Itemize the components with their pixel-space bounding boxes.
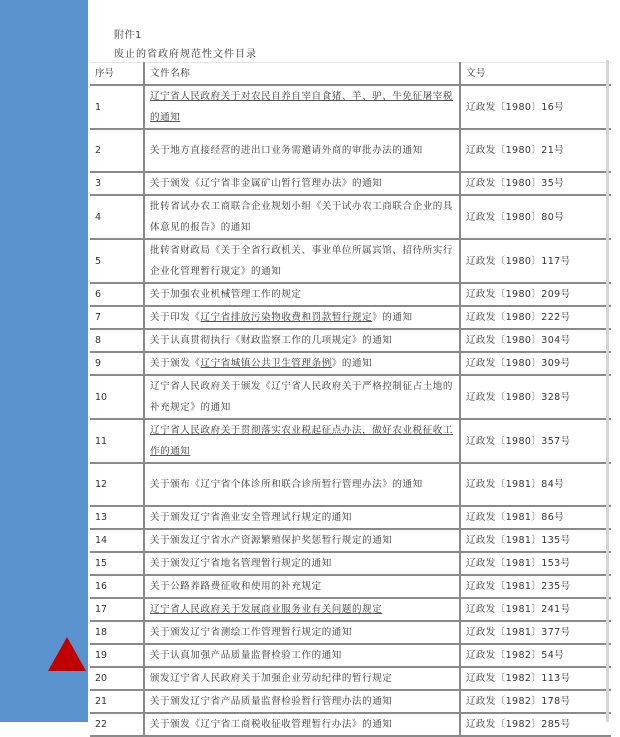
row-document-name (144, 621, 460, 644)
document-page (88, 0, 608, 730)
header-document-name: 文件名称 (144, 63, 460, 86)
row-document-number: 辽政发〔1980〕222号 (460, 306, 611, 329)
red-triangle-icon (48, 637, 86, 671)
row-document-number: 辽政发〔1980〕21号 (460, 129, 611, 172)
document-name-text: 关于颁发辽宁省产品质量监督检验暂行管理办法的通知 (150, 696, 393, 707)
table-row (90, 529, 611, 552)
table-row (90, 690, 611, 713)
document-name-text: 关于认真加强产品质量监督检验工作的通知 (150, 650, 342, 661)
row-serial-number: 19 (90, 644, 144, 667)
row-document-name (144, 195, 460, 239)
table-row (90, 463, 611, 506)
document-name-text: 关于颁发辽宁省测绘工作管理暂行规定的通知 (150, 627, 353, 638)
row-document-name (144, 529, 460, 552)
row-document-number: 辽政发〔1980〕357号 (460, 419, 611, 463)
row-document-number: 辽政发〔1980〕80号 (460, 195, 611, 239)
row-document-name (144, 375, 460, 419)
document-name-text: 颁发辽宁省人民政府关于加强企业劳动纪律的暂行规定 (150, 673, 393, 684)
row-document-number: 辽政发〔1982〕113号 (460, 667, 611, 690)
row-serial-number: 5 (90, 239, 144, 283)
table-row (90, 85, 611, 129)
row-document-number: 辽政发〔1980〕35号 (460, 172, 611, 195)
row-serial-number: 18 (90, 621, 144, 644)
underlined-document-title-link[interactable]: 辽宁省人民政府关于发展商业服务业有关问题的规定 (150, 604, 383, 615)
left-blue-sidebar (0, 0, 88, 722)
row-document-number: 辽政发〔1980〕328号 (460, 375, 611, 419)
page-edge-shadow (606, 60, 609, 722)
row-document-number: 辽政发〔1981〕241号 (460, 598, 611, 621)
document-name-text: 关于颁发《辽宁省工商税收征收管理暂行办法》的通知 (150, 719, 393, 730)
table-row (90, 552, 611, 575)
table-row (90, 506, 611, 529)
row-serial-number: 3 (90, 172, 144, 195)
underlined-document-title-link[interactable]: 辽宁省人民政府关于对农民自养自宰自食猪、羊、驴、牛免征屠宰税的通知 (150, 91, 454, 123)
row-serial-number: 21 (90, 690, 144, 713)
row-document-number: 辽政发〔1981〕235号 (460, 575, 611, 598)
row-serial-number: 4 (90, 195, 144, 239)
row-document-name (144, 667, 460, 690)
row-serial-number: 6 (90, 283, 144, 306)
document-name-text: 》的通知 (331, 358, 373, 369)
row-document-number: 辽政发〔1981〕84号 (460, 463, 611, 506)
document-name-text: 》的通知 (372, 312, 413, 323)
row-document-name (144, 239, 460, 283)
table-body (90, 85, 611, 736)
row-document-number: 辽政发〔1982〕54号 (460, 644, 611, 667)
document-name-text: 关于颁布《辽宁省个体诊所和联合诊所暂行管理办法》的通知 (150, 479, 423, 490)
document-name-text: 批转省试办农工商联合企业规划小组《关于试办农工商联合企业的具体意见的报告》的通知 (150, 201, 454, 233)
row-document-name (144, 690, 460, 713)
row-document-number: 辽政发〔1981〕153号 (460, 552, 611, 575)
document-name-text: 关于地方直接经营的进出口业务需邀请外商的审批办法的通知 (150, 145, 423, 156)
row-serial-number: 11 (90, 419, 144, 463)
table-row (90, 598, 611, 621)
table-row (90, 239, 611, 283)
attachment-label: 附件1 (114, 30, 142, 41)
table-row (90, 129, 611, 172)
row-serial-number: 8 (90, 329, 144, 352)
document-name-text: 关于颁发辽宁省水产资源繁殖保护奖惩暂行规定的通知 (150, 535, 393, 546)
row-serial-number: 1 (90, 85, 144, 129)
document-name-text: 关于公路养路费征收和使用的补充规定 (150, 581, 322, 592)
document-name-text: 关于颁发辽宁省地名管理暂行规定的通知 (150, 558, 332, 569)
underlined-document-title-link[interactable]: 辽宁省排放污染物收费和罚款暂行规定 (200, 312, 373, 323)
row-document-number: 辽政发〔1980〕304号 (460, 329, 611, 352)
document-name-text: 关于颁发《 (150, 358, 201, 369)
row-document-name (144, 713, 460, 736)
row-serial-number: 15 (90, 552, 144, 575)
document-name-text: 关于认真贯彻执行《财政监察工作的几项规定》的通知 (150, 335, 393, 346)
row-serial-number: 20 (90, 667, 144, 690)
row-document-name (144, 644, 460, 667)
row-document-name (144, 129, 460, 172)
table-row (90, 575, 611, 598)
row-document-number: 辽政发〔1982〕285号 (460, 713, 611, 736)
row-document-name (144, 575, 460, 598)
row-serial-number: 2 (90, 129, 144, 172)
table-row (90, 172, 611, 195)
row-document-name (144, 329, 460, 352)
repealed-documents-table (90, 62, 611, 737)
row-document-name (144, 506, 460, 529)
row-document-number: 辽政发〔1980〕309号 (460, 352, 611, 375)
document-name-text: 关于颁发辽宁省渔业安全管理试行规定的通知 (150, 512, 353, 523)
row-serial-number: 16 (90, 575, 144, 598)
table-row (90, 352, 611, 375)
row-document-number: 辽政发〔1980〕16号 (460, 85, 611, 129)
table-row (90, 283, 611, 306)
row-serial-number: 14 (90, 529, 144, 552)
underlined-document-title-link[interactable]: 辽宁省人民政府关于贯彻落实农业税起征点办法，做好农业税征收工作的通知 (150, 425, 454, 457)
table-row (90, 306, 611, 329)
header-serial-number: 序号 (90, 63, 144, 86)
row-serial-number: 22 (90, 713, 144, 736)
row-document-name (144, 85, 460, 129)
row-serial-number: 12 (90, 463, 144, 506)
row-document-number: 辽政发〔1981〕86号 (460, 506, 611, 529)
document-name-text: 批转省财政局《关于全省行政机关、事业单位所属宾馆、招待所实行企业化管理暂行规定》的通知 (150, 245, 454, 277)
row-serial-number: 7 (90, 306, 144, 329)
table-row (90, 419, 611, 463)
header-document-number: 文号 (460, 63, 611, 86)
table-header-row (90, 63, 611, 86)
row-document-name (144, 463, 460, 506)
table-row (90, 621, 611, 644)
row-document-name (144, 283, 460, 306)
row-document-name (144, 419, 460, 463)
underlined-document-title-link[interactable]: 辽宁省城镇公共卫生管理条例 (200, 358, 332, 369)
row-document-number: 辽政发〔1980〕117号 (460, 239, 611, 283)
row-document-name (144, 172, 460, 195)
table-row (90, 644, 611, 667)
document-name-text: 关于颁发《辽宁省非金属矿山暂行管理办法》的通知 (150, 178, 383, 189)
row-serial-number: 9 (90, 352, 144, 375)
table-row (90, 329, 611, 352)
row-serial-number: 13 (90, 506, 144, 529)
document-title: 废止的省政府规范性文件目录 (114, 49, 257, 60)
table-row (90, 195, 611, 239)
document-name-text: 关于印发《 (150, 312, 201, 323)
row-document-name (144, 552, 460, 575)
row-document-number: 辽政发〔1981〕135号 (460, 529, 611, 552)
row-document-number: 辽政发〔1980〕209号 (460, 283, 611, 306)
document-name-text: 关于加强农业机械管理工作的规定 (150, 289, 302, 300)
row-document-name (144, 306, 460, 329)
table-row (90, 667, 611, 690)
row-serial-number: 10 (90, 375, 144, 419)
document-name-text: 辽宁省人民政府关于颁发《辽宁省人民政府关于严格控制征占土地的补充规定》的通知 (150, 381, 454, 413)
table-row (90, 375, 611, 419)
row-serial-number: 17 (90, 598, 144, 621)
table-row (90, 713, 611, 736)
row-document-name (144, 598, 460, 621)
row-document-name (144, 352, 460, 375)
row-document-number: 辽政发〔1982〕178号 (460, 690, 611, 713)
row-document-number: 辽政发〔1981〕377号 (460, 621, 611, 644)
